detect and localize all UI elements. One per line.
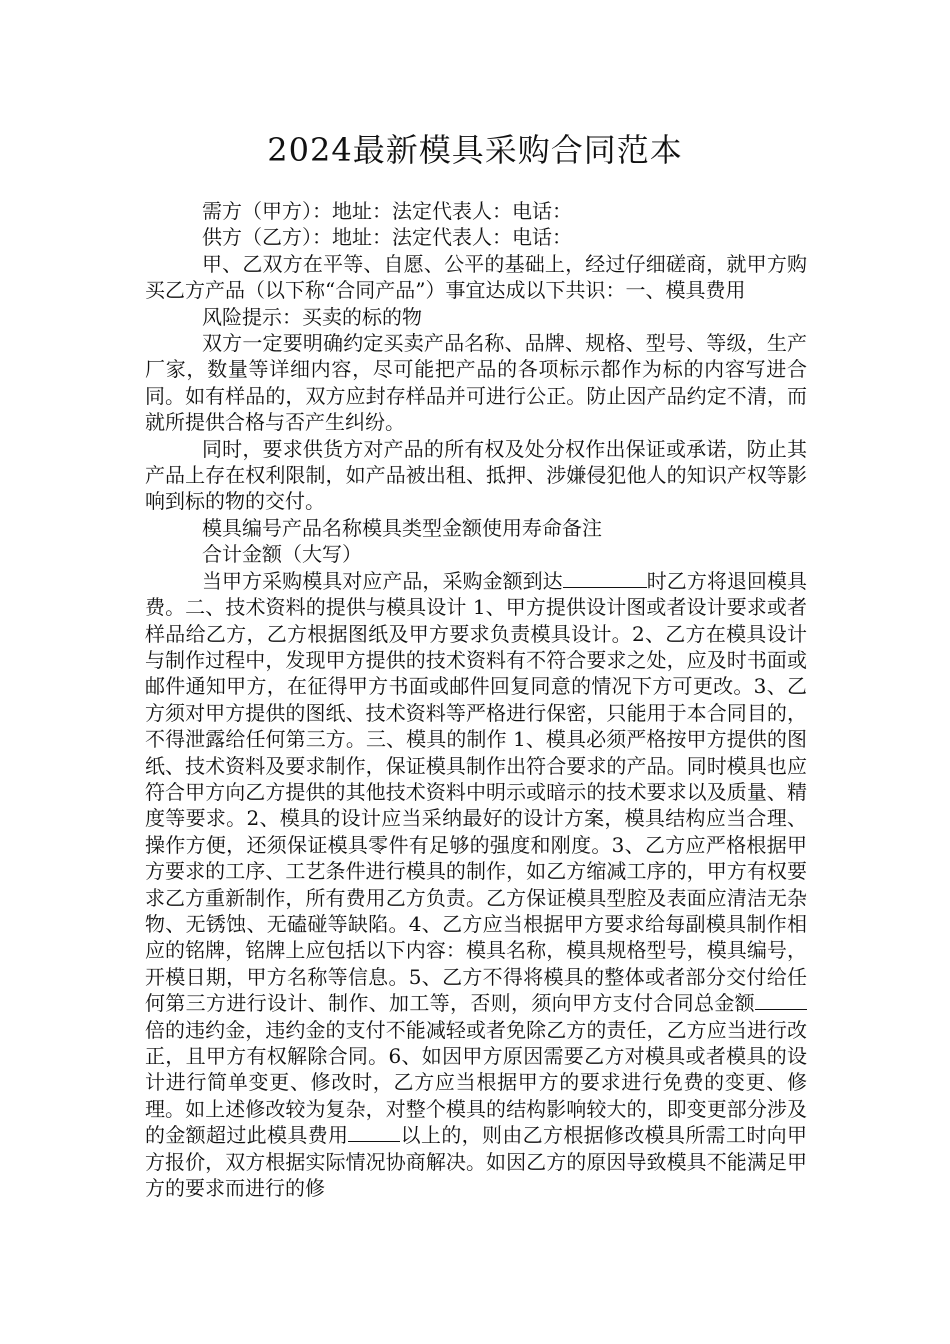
risk-heading: 风险提示：买卖的标的物 xyxy=(202,304,422,329)
intro-paragraph: 甲、乙双方在平等、自愿、公平的基础上，经过仔细磋商，就甲方购买乙方产品（以下称“合同产品”）事宜达成以下共识：一、模具费用 xyxy=(145,251,807,303)
amount-blank xyxy=(563,569,647,588)
risk-paragraph-2: 同时，要求供货方对产品的所有权及处分权作出保证或承诺，防止其产品上存在权利限制，如产品被出租、抵押、涉嫌侵犯他人的知识产权等影响到标的物的交付。 xyxy=(145,436,807,514)
risk-paragraph-1: 双方一定要明确约定买卖产品名称、品牌、规格、型号、等级，生产厂家，数量等详细内容，尽可能把产品的各项标示都作为标的内容写进合同。如有样品的，双方应封存样品并可进行公正。防止因产品约定不清，而就所提供合格与否产生纠纷。 xyxy=(145,331,807,435)
main-terms-seg-3: 倍的违约金，违约金的支付不能减轻或者免除乙方的责任，乙方应当进行改正，且甲方有权解除合同。6、如因甲方原因需要乙方对模具或者模具的设计进行简单变更、修改时，乙方应当根据甲方的要求进行免费的变更、修理。如上述修改较为复杂，对整个模具的结构影响较大的，即变更部分涉及的金额超过此模具费用 xyxy=(145,1017,807,1148)
buyer-line: 需方（甲方）：地址：法定代表人：电话： xyxy=(202,199,572,223)
document-title: 2024最新模具采购合同范本 xyxy=(267,131,683,169)
supplier-line: 供方（乙方）：地址：法定代表人：电话： xyxy=(202,225,572,250)
main-terms-seg-4: 以上的，则由乙方根据修改模具所需工时向甲方报价，双方根据实际情况协商解决。如因乙方的原因导致模具不能满足甲方的要求而进行的修 xyxy=(145,1123,808,1201)
total-amount-line: 合计金额（大写） xyxy=(202,542,362,567)
table-header-line: 模具编号产品名称模具类型金额使用寿命备注 xyxy=(202,515,602,540)
multiple-blank xyxy=(755,991,807,1010)
main-terms-paragraph xyxy=(145,568,807,1202)
fee-blank xyxy=(348,1123,400,1142)
document-body xyxy=(145,198,807,1201)
main-terms-seg-1: 当甲方采购模具对应产品，采购金额到达 xyxy=(202,568,563,593)
main-terms-seg-2: 时乙方将退回模具费。二、技术资料的提供与模具设计 1、甲方提供设计图或者设计要求或者样品给乙方，乙方根据图纸及甲方要求负责模具设计。2、乙方在模具设计与制作过程中，发现甲方提供的技术资料有不符合要求之处，应及时书面或邮件通知甲方，在征得甲方书面或邮件回复同意的情况下方可更改。3、乙方须对甲方提供的图纸、技术资料等严格进行保密，只能用于本合同目的，不得泄露给任何第三方。三、模具的制作 1、模具必须严格按甲方提供的图纸、技术资料及要求制作，保证模具制作出符合要求的产品。同时模具也应符合甲方向乙方提供的其他技术资料中明示或暗示的技术要求以及质量、精度等要求。2、模具的设计应当采纳最好的设计方案，模具结构应当合理、操作方便，还须保证模具零件有足够的强度和刚度。3、乙方应严格根据甲方要求的工序、工艺条件进行模具的制作，如乙方缩减工序的，甲方有权要求乙方重新制作，所有费用乙方负责。乙方保证模具型腔及表面应清洁无杂物、无锈蚀、无磕碰等缺陷。4、乙方应当根据甲方要求给每副模具制作相应的铭牌，铭牌上应包括以下内容：模具名称，模具规格型号，模具编号，开模日期，甲方名称等信息。5、乙方不得将模具的整体或者部分交付给任何第三方进行设计、制作、加工等，否则，须向甲方支付合同总金额 xyxy=(145,568,808,1016)
